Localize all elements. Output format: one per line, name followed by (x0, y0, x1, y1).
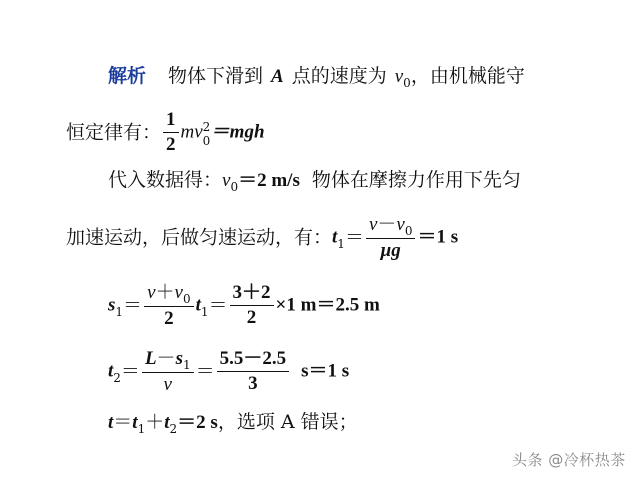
watermark: 头条 @冷杯热茶 (512, 451, 626, 469)
subscript: 0 (230, 180, 239, 194)
result: ＝1 s (417, 226, 459, 248)
numerator: $v-v_0$ (366, 212, 416, 239)
subscript: 1 (115, 304, 124, 319)
subscript: 2 (169, 422, 178, 436)
subscript: 0 (403, 76, 411, 90)
numerator: 1 (163, 108, 179, 133)
variable: t (132, 412, 138, 433)
equals: ＝ (113, 411, 133, 433)
result: ＝2 s (177, 412, 218, 433)
analysis-label: 解析 (108, 65, 147, 87)
line-7 (108, 410, 358, 436)
result: ×1 m＝2.5 m (275, 294, 380, 316)
denominator: 2 (164, 308, 174, 329)
subscript: 0 (202, 133, 211, 148)
line-1 (108, 64, 525, 90)
text: ，选项 A 错误； (217, 411, 358, 433)
equals: ＝ (120, 360, 140, 383)
denominator: 2 (166, 134, 176, 155)
variable: t (332, 226, 338, 248)
equals: ＝ (123, 294, 143, 317)
denominator: 2 (246, 307, 257, 328)
fraction-half (163, 108, 179, 157)
variable: v (394, 66, 404, 87)
text: 恒定律有： (66, 121, 162, 144)
line-5 (108, 280, 380, 331)
subscript: 2 (113, 370, 121, 385)
superscript: 2 (202, 119, 211, 134)
line-2 (66, 108, 265, 157)
subscript: 1 (200, 304, 209, 319)
text: 物体在摩擦力作用下先匀 (311, 169, 521, 191)
numerator: $L-s_1$ (142, 346, 194, 373)
fraction (142, 346, 194, 397)
subscript: 1 (137, 422, 146, 436)
text: 加速运动，后做匀速运动，有： (66, 226, 333, 249)
numerator: 5.5－2.5 (217, 347, 290, 372)
equals: ＝ (208, 294, 228, 317)
numerator: 3＋2 (230, 281, 274, 306)
text: 代入数据得： (108, 169, 223, 191)
variable: s (108, 294, 116, 316)
plus: ＋ (145, 411, 165, 433)
numerator: $v+v_0$ (144, 280, 194, 307)
variable: t (195, 294, 201, 316)
equals: ＝ (344, 226, 364, 249)
text: 点的速度为 (291, 65, 387, 87)
fraction (230, 281, 274, 330)
fraction (366, 212, 416, 263)
denominator: μg (380, 240, 401, 261)
denominator: 3 (248, 373, 258, 394)
subscript: 1 (337, 236, 345, 251)
line-3 (108, 168, 521, 194)
fraction (217, 347, 290, 396)
variable: t (164, 412, 170, 433)
equation-rhs: ＝mgh (210, 121, 265, 143)
variable: t (108, 412, 114, 433)
variable: v (222, 170, 231, 191)
variable: t (108, 360, 114, 382)
variable: mv (180, 121, 203, 143)
line-6 (108, 346, 349, 397)
text: ，由机械能守 (410, 65, 525, 87)
line-4 (66, 212, 458, 263)
fraction (144, 280, 194, 331)
result: s＝1 s (301, 360, 350, 382)
text: 物体下滑到 (168, 65, 264, 87)
equals: ＝ (195, 360, 215, 383)
denominator: v (163, 374, 172, 395)
value: ＝2 m/s (238, 170, 300, 191)
point-label: A (271, 66, 284, 87)
